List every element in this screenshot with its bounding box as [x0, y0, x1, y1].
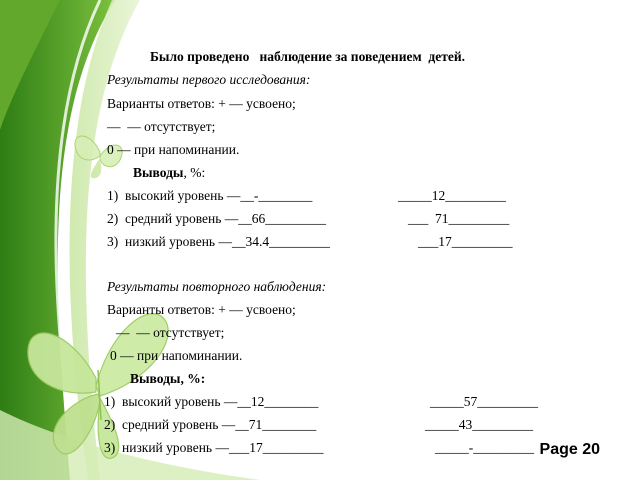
first-conclusions-unit: , %:	[183, 165, 206, 180]
second-legend-line-2: — — отсутствует;	[116, 325, 225, 340]
page-number: Page 20	[539, 441, 600, 458]
second-row-mid-value2: _____43_________	[425, 417, 533, 432]
second-legend-line-3: 0 — при напоминании.	[110, 348, 243, 363]
second-row-high-value2: _____57_________	[430, 394, 538, 409]
second-row-low-label: 3) низкий уровень —___17_________	[104, 440, 324, 455]
first-row-high-value2: _____12_________	[398, 188, 506, 203]
first-legend-line-2: — — отсутствует;	[107, 119, 216, 134]
first-legend-line-1: Варианты ответов: + — усвоено;	[107, 96, 296, 111]
document-title: Было проведено наблюдение за поведением детей.	[150, 49, 466, 64]
first-row-mid-value2: ___ 71_________	[408, 211, 510, 226]
second-row-mid-label: 2) средний уровень —__71________	[104, 417, 317, 432]
second-legend-line-1: Варианты ответов: + — усвоено;	[107, 302, 296, 317]
first-legend-line-3: 0 — при напоминании.	[107, 142, 240, 157]
second-conclusions: Выводы, %:	[130, 371, 206, 386]
first-study-heading: Результаты первого исследования:	[107, 72, 311, 87]
first-row-low-label: 3) низкий уровень —__34.4_________	[107, 234, 330, 249]
first-conclusions	[133, 165, 205, 181]
first-row-low-value2: ___17_________	[418, 234, 513, 249]
second-row-high-label: 1) высокий уровень —__12________	[104, 394, 319, 409]
first-row-high-label: 1) высокий уровень —__-________	[107, 188, 313, 203]
first-row-mid-label: 2) средний уровень —__66_________	[107, 211, 327, 226]
second-row-low-value2: _____-_________	[435, 440, 534, 455]
second-study-heading: Результаты повторного наблюдения:	[107, 279, 327, 294]
first-conclusions-word: Выводы	[133, 165, 184, 180]
